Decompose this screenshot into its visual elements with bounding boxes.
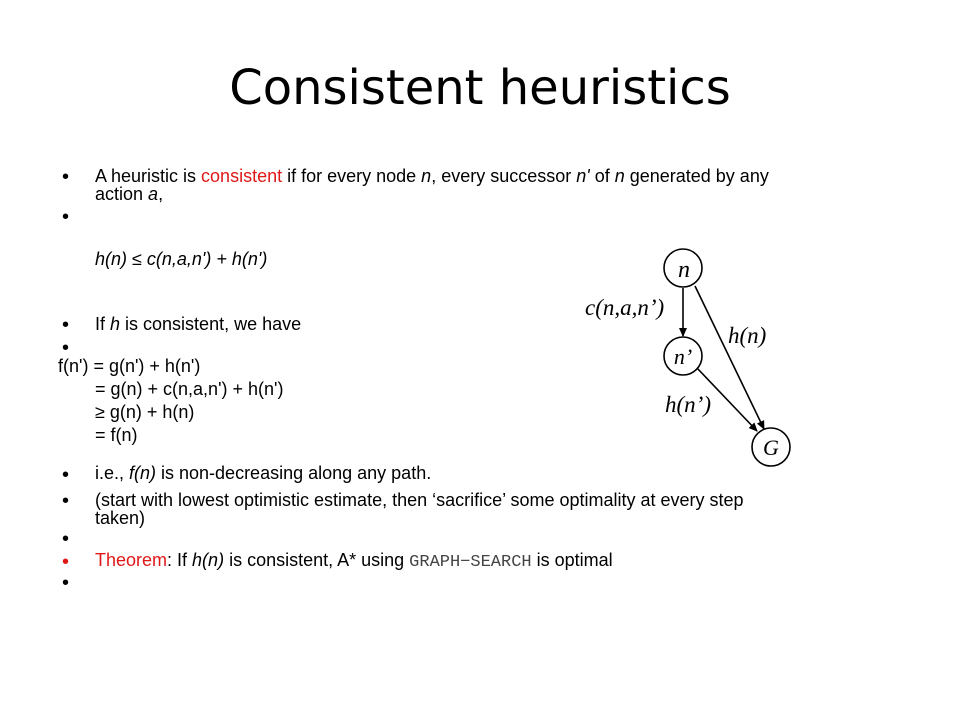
- bullet-dot: •: [62, 464, 70, 486]
- bullet-dot: •: [62, 206, 70, 228]
- derivation-line-4: = f(n): [95, 425, 138, 445]
- nondecreasing-text: i.e., f(n) is non-decreasing along any path.: [95, 463, 432, 483]
- definition-text-line-2: action a,: [95, 184, 164, 204]
- theorem-text: Theorem: If h(n) is consistent, A* using GRAPH−SEARCH is optimal: [95, 550, 613, 572]
- consistent-have-text: If h is consistent, we have: [95, 314, 302, 334]
- bullet-dot: •: [62, 528, 70, 550]
- derivation-line-2: = g(n) + c(n,a,n') + h(n'): [95, 379, 284, 399]
- bullet-dot: •: [62, 572, 70, 594]
- consistency-inequality: h(n) ≤ c(n,a,n') + h(n'): [95, 249, 268, 269]
- bullet-dot: •: [62, 337, 70, 359]
- derivation-line-1: f(n') = g(n') + h(n'): [58, 356, 201, 376]
- graph-search-code: GRAPH−SEARCH: [409, 553, 532, 572]
- node-goal-label: G: [763, 435, 779, 460]
- derivation-line-3: ≥ g(n) + h(n): [95, 402, 195, 422]
- edge-hnprime-label: h(n’): [665, 392, 711, 417]
- bullet-dot: •: [62, 166, 70, 188]
- bullet-dot: •: [62, 490, 70, 512]
- edge-hn-label: h(n): [728, 323, 767, 348]
- theorem-label: Theorem: [95, 550, 168, 570]
- sacrifice-text-line-2: taken): [95, 508, 146, 528]
- consistent-highlight: consistent: [201, 166, 283, 186]
- node-nprime-label: n’: [673, 344, 693, 369]
- slide-title: Consistent heuristics: [229, 60, 731, 116]
- node-n-label: n: [678, 257, 690, 283]
- bullet-dot: •: [62, 551, 70, 573]
- edge-cost-label: c(n,a,n’): [585, 295, 665, 320]
- sacrifice-text-line-1: (start with lowest optimistic estimate, then ‘sacrifice’ some optimality at every step: [95, 490, 744, 510]
- bullet-dot: •: [62, 314, 70, 336]
- definition-text-line-1: A heuristic is consistent if for every node n, every successor n' of n generated by any: [95, 166, 769, 186]
